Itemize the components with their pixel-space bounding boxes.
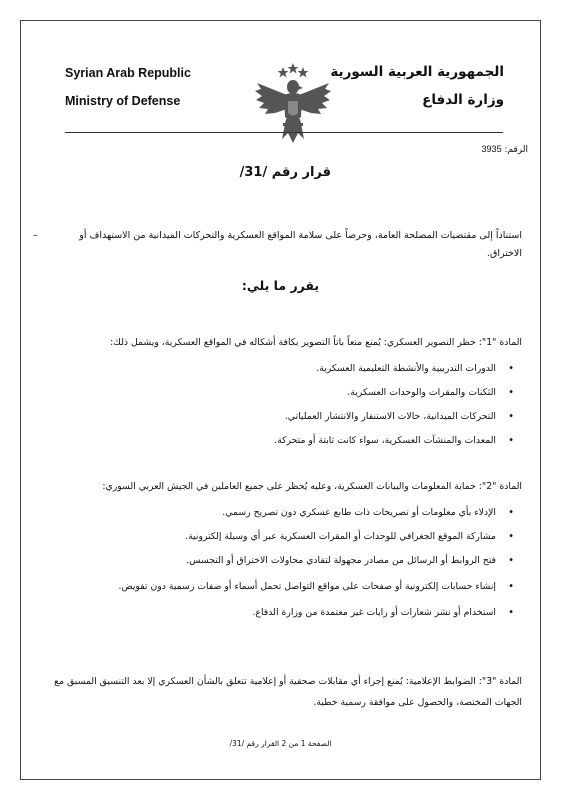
reference-label: الرقم: bbox=[504, 145, 528, 155]
list-item: • الإدلاء بأي معلومات أو تصريحات ذات طابع عسكري دون تصريح رسمي. bbox=[39, 504, 522, 522]
preamble-text: استناداً إلى مقتضيات المصلحة العامة، وحرصاً على سلامة المواقع العسكرية والتحركات الميدانية من الاستهداف أو الاختراق. bbox=[79, 230, 522, 259]
article-3 bbox=[39, 671, 522, 713]
header-ministry-en: Ministry of Defense bbox=[65, 94, 181, 108]
header-country-ar: الجمهورية العربية السورية bbox=[330, 64, 504, 80]
article-1 bbox=[39, 334, 522, 450]
list-item: • التحركات الميدانية، حالات الاستنفار والانتشار العملياتي. bbox=[39, 408, 522, 426]
list-item: • الدورات التدريبية والأنشطة التعليمية العسكرية. bbox=[39, 360, 522, 378]
header-country-en: Syrian Arab Republic bbox=[65, 66, 191, 80]
header-ministry-ar: وزارة الدفاع bbox=[422, 92, 504, 108]
list-item: • مشاركة الموقع الجغرافي للوحدات أو المقرات العسكرية عبر أي وسيلة إلكترونية. bbox=[39, 528, 522, 546]
resolve-heading: يقرر ما يلي: bbox=[241, 278, 320, 293]
article-2 bbox=[39, 478, 522, 622]
list-item: • استخدام أو نشر شعارات أو رايات غير معتمدة من وزارة الدفاع. bbox=[39, 604, 522, 622]
preamble-paragraph bbox=[33, 227, 522, 263]
header-divider bbox=[65, 132, 503, 133]
list-item: • فتح الروابط أو الرسائل من مصادر مجهولة لتفادي محاولات الاختراق أو التجسس. bbox=[39, 552, 522, 570]
document-page bbox=[20, 20, 541, 780]
article-1-list bbox=[39, 360, 522, 450]
list-item: • إنشاء حسابات إلكترونية أو صفحات على مواقع التواصل تحمل أسماء أو صفات رسمية دون تفويض. bbox=[39, 576, 522, 598]
list-item: • المعدات والمنشآت العسكرية، سواء كانت ثابتة أو متحركة. bbox=[39, 432, 522, 450]
reference-number bbox=[482, 144, 528, 155]
article-2-list bbox=[39, 504, 522, 622]
list-item: • الثكنات والمقرات والوحدات العسكرية. bbox=[39, 384, 522, 402]
eagle-emblem-icon bbox=[253, 61, 333, 147]
article-3-text: المادة "3": الضوابط الإعلامية: يُمنع إجراء أي مقابلات صحفية أو إعلامية تتعلق بالشأن العسكري إلا بعد التنسيق المسبق مع الجهات المختصة، والحصول على موافقة رسمية خطية. bbox=[54, 676, 522, 708]
reference-value: 3935 bbox=[481, 144, 502, 154]
article-1-text: المادة "1": حظر التصوير العسكري: يُمنع منعاً باتاً التصوير بكافة أشكاله في المواقع العسكرية، ويشمل ذلك: bbox=[110, 337, 522, 348]
decision-title: قرار رقم /31/ bbox=[239, 165, 331, 180]
page-footer: الصفحة 1 من 2 القرار رقم /31/ bbox=[229, 739, 332, 748]
article-2-text: المادة "2": حماية المعلومات والبيانات العسكرية، وعليه يُحظر على جميع العاملين في الجيش العربي السوري: bbox=[102, 481, 522, 492]
dash-bullet-icon: – bbox=[33, 230, 38, 241]
